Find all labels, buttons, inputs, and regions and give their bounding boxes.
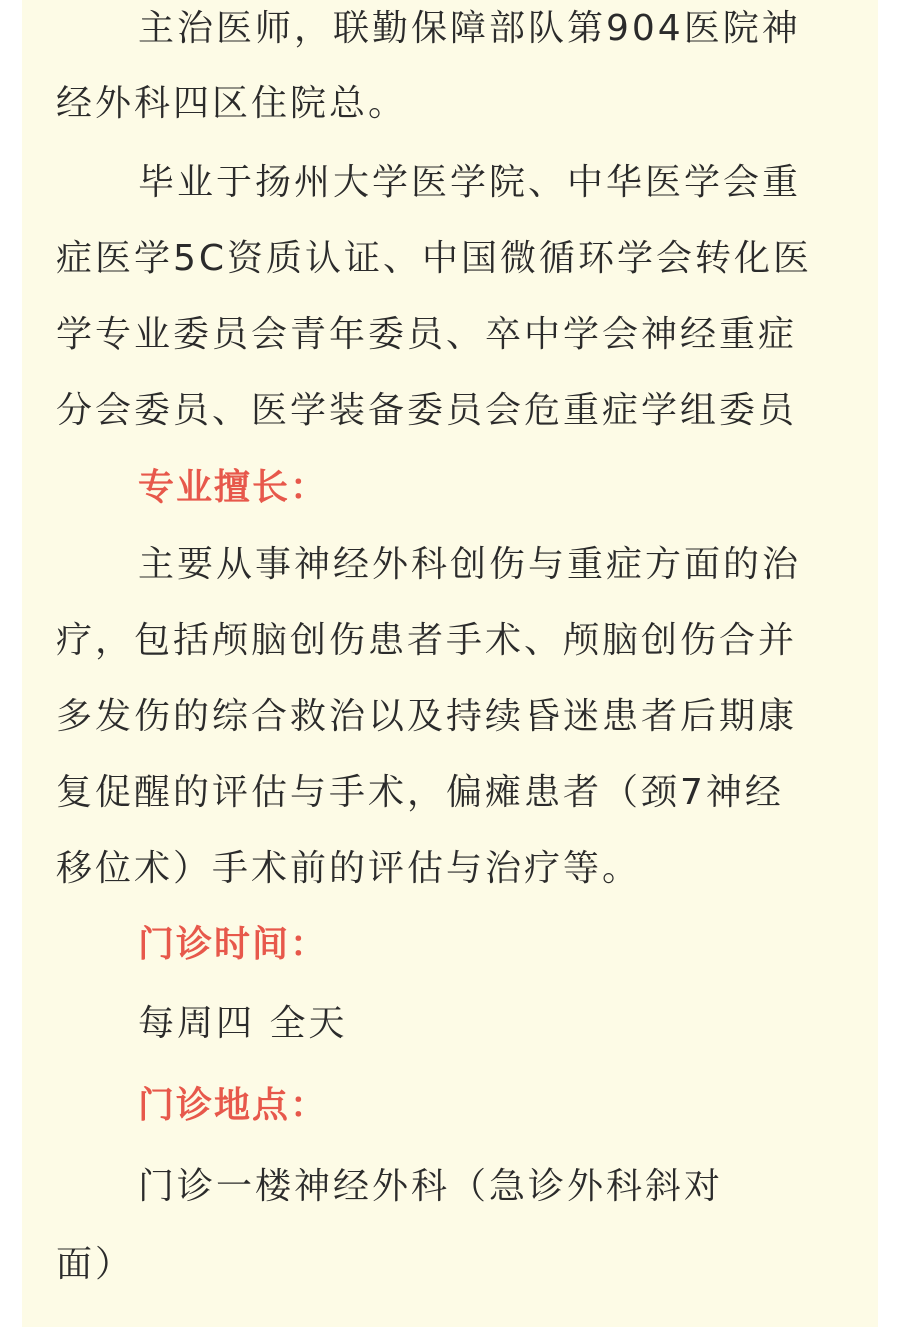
education-line-1: 毕业于扬州大学医学院、中华医学会重: [138, 162, 802, 203]
education-line-2: 症医学5C资质认证、中国微循环学会转化医: [56, 238, 813, 279]
specialty-line-3: 多发伤的综合救治以及持续昏迷患者后期康: [56, 696, 798, 737]
clinic-location-line-2: 面）: [56, 1244, 135, 1285]
clinic-location-line-1: 门诊一楼神经外科（急诊外科斜对: [138, 1166, 724, 1207]
specialty-heading: 专业擅长：: [138, 467, 329, 508]
education-line-4: 分会委员、医学装备委员会危重症学组委员: [56, 390, 798, 431]
specialty-line-1: 主要从事神经外科创伤与重症方面的治: [138, 544, 802, 585]
profile-card: [22, 0, 878, 1327]
title-line-1: 主治医师，联勤保障部队第904医院神: [138, 8, 801, 49]
specialty-line-4: 复促醒的评估与手术，偏瘫患者（颈7神经: [56, 772, 784, 813]
clinic-location-heading: 门诊地点：: [138, 1085, 329, 1126]
clinic-time-value: 每周四 全天: [138, 1003, 348, 1044]
education-line-3: 学专业委员会青年委员、卒中学会神经重症: [56, 314, 798, 355]
title-line-2: 经外科四区住院总。: [56, 83, 408, 124]
specialty-line-5: 移位术）手术前的评估与治疗等。: [56, 848, 642, 889]
specialty-line-2: 疗，包括颅脑创伤患者手术、颅脑创伤合并: [56, 620, 798, 661]
clinic-time-heading: 门诊时间：: [138, 924, 329, 965]
